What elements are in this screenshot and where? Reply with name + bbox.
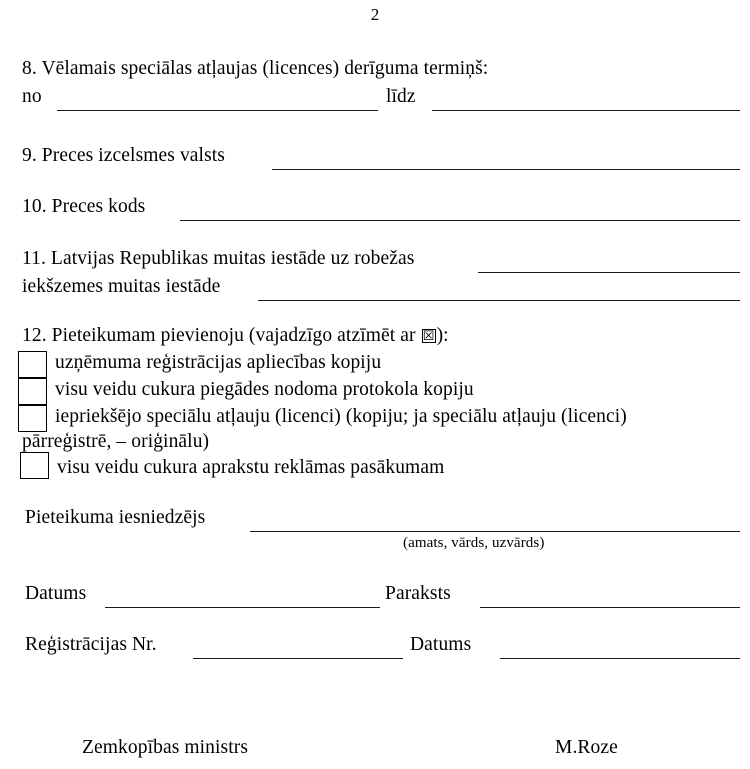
item12-option-label-4: visu veidu cukura aprakstu reklāmas pasākumam <box>57 457 445 478</box>
item8-from-label: no <box>22 86 42 107</box>
registration-date-input-line[interactable] <box>500 658 740 659</box>
registration-number-label: Reģistrācijas Nr. <box>25 634 157 655</box>
item8-to-label: līdz <box>386 86 416 107</box>
item11-input-line-1[interactable] <box>478 272 740 273</box>
item8-heading: 8. Vēlamais speciālas atļaujas (licences) derīguma termiņš: <box>22 58 489 79</box>
applicant-label: Pieteikuma iesniedzējs <box>25 507 206 528</box>
item12-checkbox-2[interactable] <box>18 378 47 405</box>
item12-heading-text-before: 12. Pieteikumam pievienoju (vajadzīgo atzīmēt ar <box>22 325 421 346</box>
applicant-input-line[interactable] <box>250 531 740 532</box>
date-input-line[interactable] <box>105 607 380 608</box>
item11-label-line2: iekšzemes muitas iestāde <box>22 276 221 297</box>
minister-title: Zemkopības ministrs <box>82 737 249 758</box>
signature-input-line[interactable] <box>480 607 740 608</box>
item12-option-label-3: iepriekšējo speciālu atļauju (licenci) (kopiju; ja speciālu atļauju (licenci) <box>55 406 627 427</box>
item12-checkbox-3[interactable] <box>18 405 47 432</box>
item10-input-line[interactable] <box>180 220 740 221</box>
item12-option-label-3-continuation: pārreģistrē, – oriģinālu) <box>22 431 210 452</box>
registration-number-input-line[interactable] <box>193 658 403 659</box>
item12-checkbox-1[interactable] <box>18 351 47 378</box>
item12-option-label-1: uzņēmuma reģistrācijas apliecības kopiju <box>55 352 382 373</box>
item12-checkbox-4[interactable] <box>20 452 49 479</box>
item8-from-input-line[interactable] <box>57 110 378 111</box>
minister-name: M.Roze <box>555 737 618 758</box>
page-number: 2 <box>370 5 380 24</box>
applicant-caption: (amats, vārds, uzvārds) <box>403 535 545 551</box>
item9-label: 9. Preces izcelsmes valsts <box>22 145 225 166</box>
item9-input-line[interactable] <box>272 169 740 170</box>
item10-label: 10. Preces kods <box>22 196 146 217</box>
checked-box-icon: ☒ <box>422 328 435 343</box>
item11-input-line-2[interactable] <box>258 300 740 301</box>
date-label: Datums <box>25 583 87 604</box>
signature-label: Paraksts <box>385 583 451 604</box>
item8-to-input-line[interactable] <box>432 110 740 111</box>
registration-date-label: Datums <box>410 634 472 655</box>
item12-heading-text-after: ): <box>436 325 449 346</box>
item12-option-label-2: visu veidu cukura piegādes nodoma protokola kopiju <box>55 379 474 400</box>
item12-heading <box>22 323 449 349</box>
item11-label-line1: 11. Latvijas Republikas muitas iestāde uz robežas <box>22 248 415 269</box>
